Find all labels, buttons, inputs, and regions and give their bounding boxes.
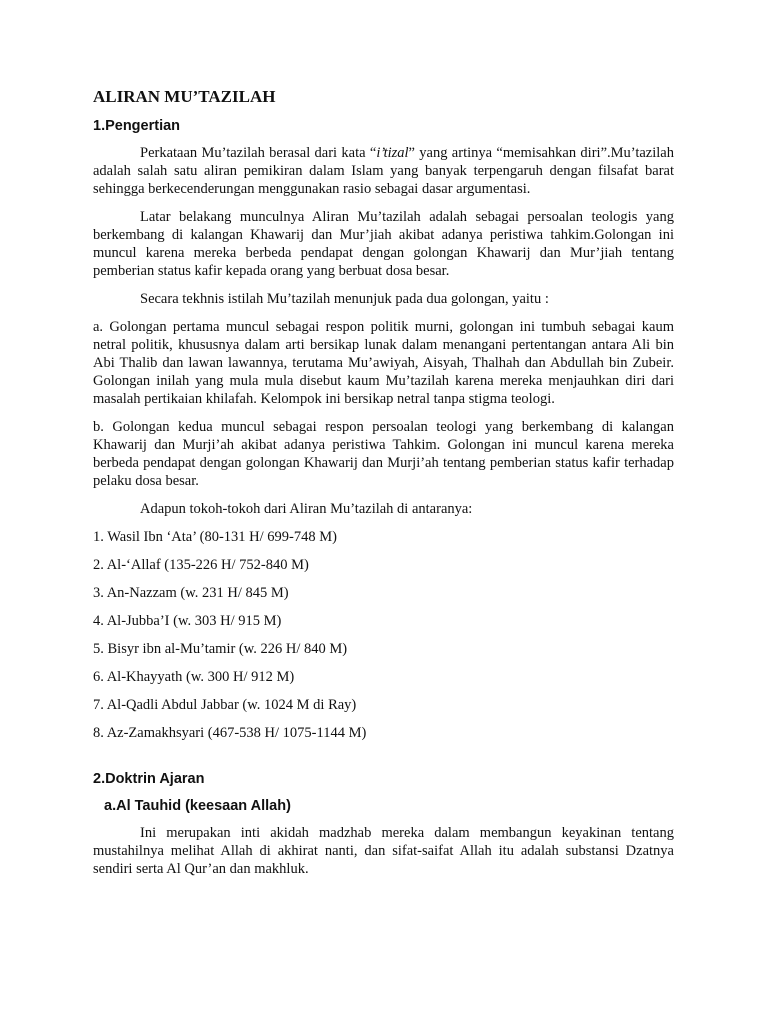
list-item: 3. An-Nazzam (w. 231 H/ 845 M) <box>93 585 289 601</box>
document-body <box>93 86 674 888</box>
list-item: 7. Al-Qadli Abdul Jabbar (w. 1024 M di Ray) <box>93 697 357 713</box>
paragraph-group-a: a. Golongan pertama muncul sebagai respon politik murni, golongan ini tumbuh sebagai kaum netral politik, khususnya dalam arti bersikap lunak dalam menangani pertentangan antara Ali bin Abi Thalib dan lawan lawannya, terutama Mu’awiyah, Aisyah, Thalhah dan Abdullah bin Zubeir. Golongan inilah yang mula mula disebut kaum Mu’tazilah karena mereka menjauhkan diri dari masalah pertikaian khilafah. Kelompok ini bersikap netral tanpa stigma teologi. <box>93 319 674 407</box>
section-heading-doktrin: 2.Doktrin Ajaran <box>93 771 205 787</box>
list-item: 4. Al-Jubba’I (w. 303 H/ 915 M) <box>93 613 282 629</box>
paragraph-two-groups-intro: Secara tekhnis istilah Mu’tazilah menunjuk pada dua golongan, yaitu : <box>140 291 549 307</box>
list-item: 1. Wasil Ibn ‘Ata’ (80-131 H/ 699-748 M) <box>93 529 337 545</box>
list-item: 5. Bisyr ibn al-Mu’tamir (w. 226 H/ 840 M) <box>93 641 348 657</box>
paragraph-definition <box>93 144 674 198</box>
subsection-heading-tauhid: a.Al Tauhid (keesaan Allah) <box>104 798 291 814</box>
section-heading-pengertian: 1.Pengertian <box>93 118 181 134</box>
paragraph-definition-end: ” yang artinya “memisahkan diri”.Mu’tazilah adalah salah satu aliran pemikiran dalam Islam yang banyak terpengaruh dengan filsafat barat sehingga berkecenderungan menggunakan rasio sebagai dasar argumentasi. <box>93 145 674 197</box>
paragraph-tokoh-intro: Adapun tokoh-tokoh dari Aliran Mu’tazilah di antaranya: <box>140 501 473 517</box>
paragraph-background: Latar belakang munculnya Aliran Mu’tazilah adalah sebagai persoalan teologis yang berkembang di kalangan Khawarij dan Mur’jiah akibat adanya peristiwa tahkim.Golongan ini muncul karena mereka berbeda pendapat dengan golongan Khawarij dan Mur’jiah tentang pemberian status kafir kepada orang yang berbuat dosa besar. <box>93 209 674 279</box>
paragraph-definition-start: Perkataan Mu’tazilah berasal dari kata “ <box>140 145 377 161</box>
list-item: 6. Al-Khayyath (w. 300 H/ 912 M) <box>93 669 295 685</box>
term-itizal: i’tizal <box>376 145 409 161</box>
tokoh-list <box>93 528 674 742</box>
list-item: 2. Al-‘Allaf (135-226 H/ 752-840 M) <box>93 557 309 573</box>
paragraph-group-b: b. Golongan kedua muncul sebagai respon persoalan teologi yang berkembang di kalangan Khawarij dan Murji’ah akibat adanya peristiwa Tahkim. Golongan ini muncul karena mereka berbeda pendapat dengan golongan Khawarij dan Murji’ah tentang pemberian status kafir terhadap pelaku dosa besar. <box>93 419 674 489</box>
paragraph-tauhid: Ini merupakan inti akidah madzhab mereka dalam membangun keyakinan tentang mustahilnya melihat Allah di akhirat nanti, dan sifat-saifat Allah itu adalah substansi Dzatnya sendiri serta Al Qur’an dan makhluk. <box>93 825 674 877</box>
list-item: 8. Az-Zamakhsyari (467-538 H/ 1075-1144 M) <box>93 725 367 741</box>
document-title: ALIRAN MU’TAZILAH <box>93 87 276 106</box>
section-spacer <box>93 752 674 770</box>
